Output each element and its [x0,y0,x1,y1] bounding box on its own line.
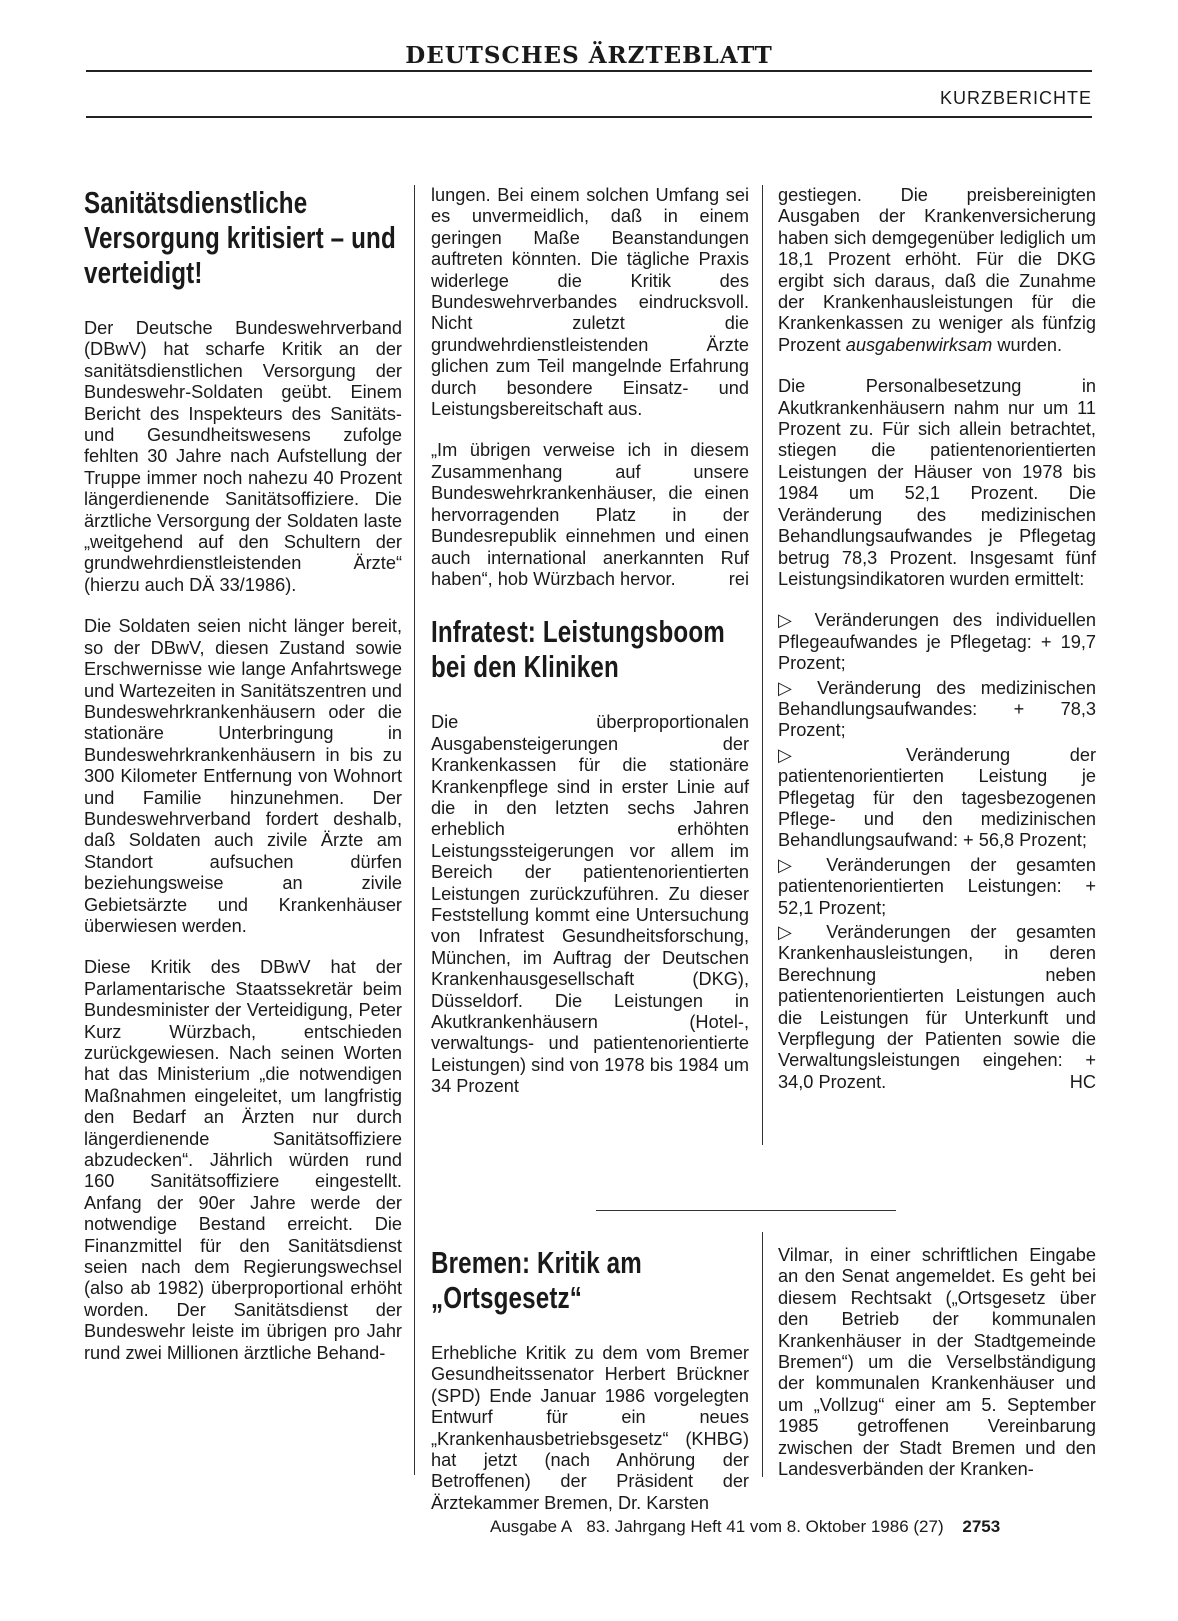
article2-p2-before: gestiegen. Die preisbereinigten Ausgaben der Krankenversicherung haben sich demgegenüber lediglich um 18,1 Prozent erhöht. Für die DKG ergibt sich daraus, daß die Zunahme der Krankenhausleistungen für die Krankenkassen zu weniger als fünfzig Prozent [778,185,1096,355]
article1-paragraph-1: Der Deutsche Bundeswehrverband (DBwV) hat scharfe Kritik an der sanitätsdienstlichen Versorgung der Bundeswehr-Soldaten geübt. Einem Bericht des Inspekteurs des Sanitäts- und Gesundheitswesens zufolge fehlten 30 Jahre nach Aufstellung der Truppe immer noch nahezu 40 Prozent längerdienende Sanitätsoffiziere. Die ärztliche Versorgung der Soldaten laste „weitgehend auf den Schultern der grundwehrdienstleistenden Ärzte“ (hierzu auch DÄ 33/1986). [84,318,402,595]
list-item [778,745,1096,852]
article3-paragraph-2: Vilmar, in einer schriftlichen Eingabe an den Senat angemeldet. Es geht bei diesem Rechtsakt („Ortsgesetz über den Betrieb der kommunalen Krankenhäuser in der Stadtgemeinde Bremen“) um die Verselbständigung der kommunalen Krankenhäuser und um „Vollzug“ einer am 5. September 1985 getroffenen Vereinbarung zwischen der Stadt Bremen und den Landesverbänden der Kranken- [778,1245,1096,1480]
page-footer [490,1517,1000,1537]
article-separator [596,1210,896,1211]
bullet-marker-icon: ▷ [778,744,847,765]
column-3-bottom [778,1245,1096,1500]
masthead-rule [86,70,1092,72]
column-1 [84,185,402,1384]
bullet-marker-icon: ▷ [778,854,807,875]
bullet-marker-icon: ▷ [778,610,801,631]
list-item [778,922,1096,1093]
section-label: KURZBERICHTE [939,88,1092,108]
article2-paragraph-3: Die Personalbesetzung in Akutkrankenhäusern nahm nur um 11 Prozent zu. Für sich allein betrachtet, stiegen die patientenorientierten Leistungen der Häuser von 1978 bis 1984 um 52,1 Prozent. Die Veränderung des medizinischen Behandlungsaufwandes je Pflegetag betrug 78,3 Prozent. Insgesamt fünf Leistungsindikatoren wurden ermittelt: [778,376,1096,589]
list-item-text: Veränderungen der gesamten patientenorientierten Leistungen: + 52,1 Prozent; [778,854,1096,918]
page-number: 2753 [962,1517,1001,1536]
bullet-marker-icon: ▷ [778,677,803,698]
article3-title: Bremen: Kritik am „Ortsgesetz“ [431,1245,642,1315]
section-rule [86,116,1092,118]
column-3-top [778,185,1096,1096]
bullet-marker-icon: ▷ [778,922,807,942]
column-2-top [431,185,749,1118]
column-divider-3 [762,1232,763,1477]
footer-issue: 83. Jahrgang Heft 41 vom 8. Oktober 1986 (27) [586,1517,944,1536]
list-item [778,855,1096,919]
article1-paragraph-4: lungen. Bei einem solchen Umfang sei es unvermeidlich, daß in einem geringen Maße Beanstandungen auftreten könnten. Die tägliche Praxis widerlege die Kritik des Bundeswehrverbandes eindrucksvoll. Nicht zuletzt die grundwehrdienstleistenden Ärzte glichen zum Teil mangelnde Erfahrung durch besondere Einsatz- und Leistungsbereitschaft aus. [431,185,749,420]
list-item-text: Veränderung des medizinischen Behandlungsaufwandes: + 78,3 Prozent; [778,677,1096,741]
article2-paragraph-2 [778,185,1096,356]
masthead: DEUTSCHES ÄRZTEBLATT [405,42,773,69]
article2-bullet-list [778,610,1096,1093]
article2-paragraph-1: Die überproportionalen Ausgabensteigerungen der Krankenkassen für die stationäre Krankenpflege sind in erster Linie auf die in den letzten sechs Jahren erheblich erhöhten Leistungssteigerungen vor allem im Bereich der patientenorientierten Leistungen zurückzuführen. Zu dieser Feststellung kommt eine Untersuchung von Infratest Gesundheitsforschung, München, im Auftrag der Deutschen Krankenhausgesellschaft (DKG), Düsseldorf. Die Leistungen in Akutkrankenhäusern (Hotel-, verwaltungs- und patientenorientierte Leistungen) sind von 1978 bis 1984 um 34 Prozent [431,712,749,1097]
article1-title: Sanitätsdienstliche Versorgung kritisiert – und verteidigt! [84,185,396,290]
article2-title: Infratest: Leistungsboom bei den Kliniken [431,614,725,685]
article1-paragraph-5-text: „Im übrigen verweise ich in diesem Zusammenhang auf unsere Bundeswehrkrankenhäuser, die einen hervorragenden Platz in der Bundesrepublik einnehmen und einen auch international anerkannten Ruf haben“, hob Würzbach hervor. [431,440,749,589]
column-2-bottom [431,1245,749,1534]
article2-p2-after: wurden. [992,334,1063,355]
article1-paragraph-3: Diese Kritik des DBwV hat der Parlamentarische Staatssekretär beim Bundesminister der Verteidigung, Peter Kurz Würzbach, entschieden zurückgewiesen. Nach seinen Worten hat das Ministerium „die notwendigen Maßnahmen eingeleitet, um langfristig den Bedarf an Ärzten nur durch längerdienende Sanitätsoffiziere abzudecken“. Jährlich würden rund 160 Sanitätsoffiziere eingestellt. Anfang der 90er Jahre werde der notwendige Bestand erreicht. Die Finanzmittel für den Sanitätsdienst seien nach dem Regierungswechsel (also ab 1982) überproportional erhöht worden. Der Sanitätsdienst der Bundeswehr leiste im übrigen pro Jahr rund zwei Millionen ärztliche Behand- [84,957,402,1363]
list-item-text: Veränderungen der gesamten Krankenhausleistungen, in deren Berechnung neben patientenorientierten Leistungen auch die Leistungen für Unterkunft und Verpflegung der Patienten sowie die Verwaltungsleistungen eingehen: + 34,0 Prozent. [778,922,1096,1092]
list-item [778,678,1096,742]
article1-paragraph-5 [431,440,749,590]
list-item-text: Veränderung der patientenorientierten Leistung je Pflegetag für den tagesbezogenen Pflege- und den medizinischen Behandlungsaufwand: + 56,8 Prozent; [778,744,1096,851]
column-divider-1 [414,185,415,1475]
article3-paragraph-1: Erhebliche Kritik zu dem vom Bremer Gesundheitssenator Herbert Brückner (SPD) Ende Januar 1986 vorgelegten Entwurf für ein neues „Krankenhausbetriebsgesetz“ (KHBG) hat jetzt (nach Anhörung der Betroffenen) der Präsident der Ärztekammer Bremen, Dr. Karsten [431,1343,749,1513]
footer-edition: Ausgabe A [490,1517,573,1536]
article2-p2-emphasis: ausgabenwirksam [845,334,993,355]
article1-signature: rei [728,568,749,589]
list-item [778,610,1096,674]
article2-signature: HC [1069,1071,1096,1092]
column-divider-2 [762,185,763,1145]
list-item-text: Veränderungen des individuellen Pflegeaufwandes je Pflegetag: + 19,7 Prozent; [778,610,1096,674]
article1-paragraph-2: Die Soldaten seien nicht länger bereit, so der DBwV, diesen Zustand sowie Erschwernisse wie lange Anfahrtswege und Wartezeiten in Sanitätszentren und Bundeswehrkrankenhäusern oder die stationäre Unterbringung in Bundeswehrkrankenhäusern in bis zu 300 Kilometer Entfernung von Wohnort und Familie hinzunehmen. Der Bundeswehrverband fordert deshalb, daß Soldaten auch zivile Ärzte am Standort aufsuchen dürfen beziehungsweise an zivile Gebietsärzte und Krankenhäuser überwiesen werden. [84,616,402,936]
